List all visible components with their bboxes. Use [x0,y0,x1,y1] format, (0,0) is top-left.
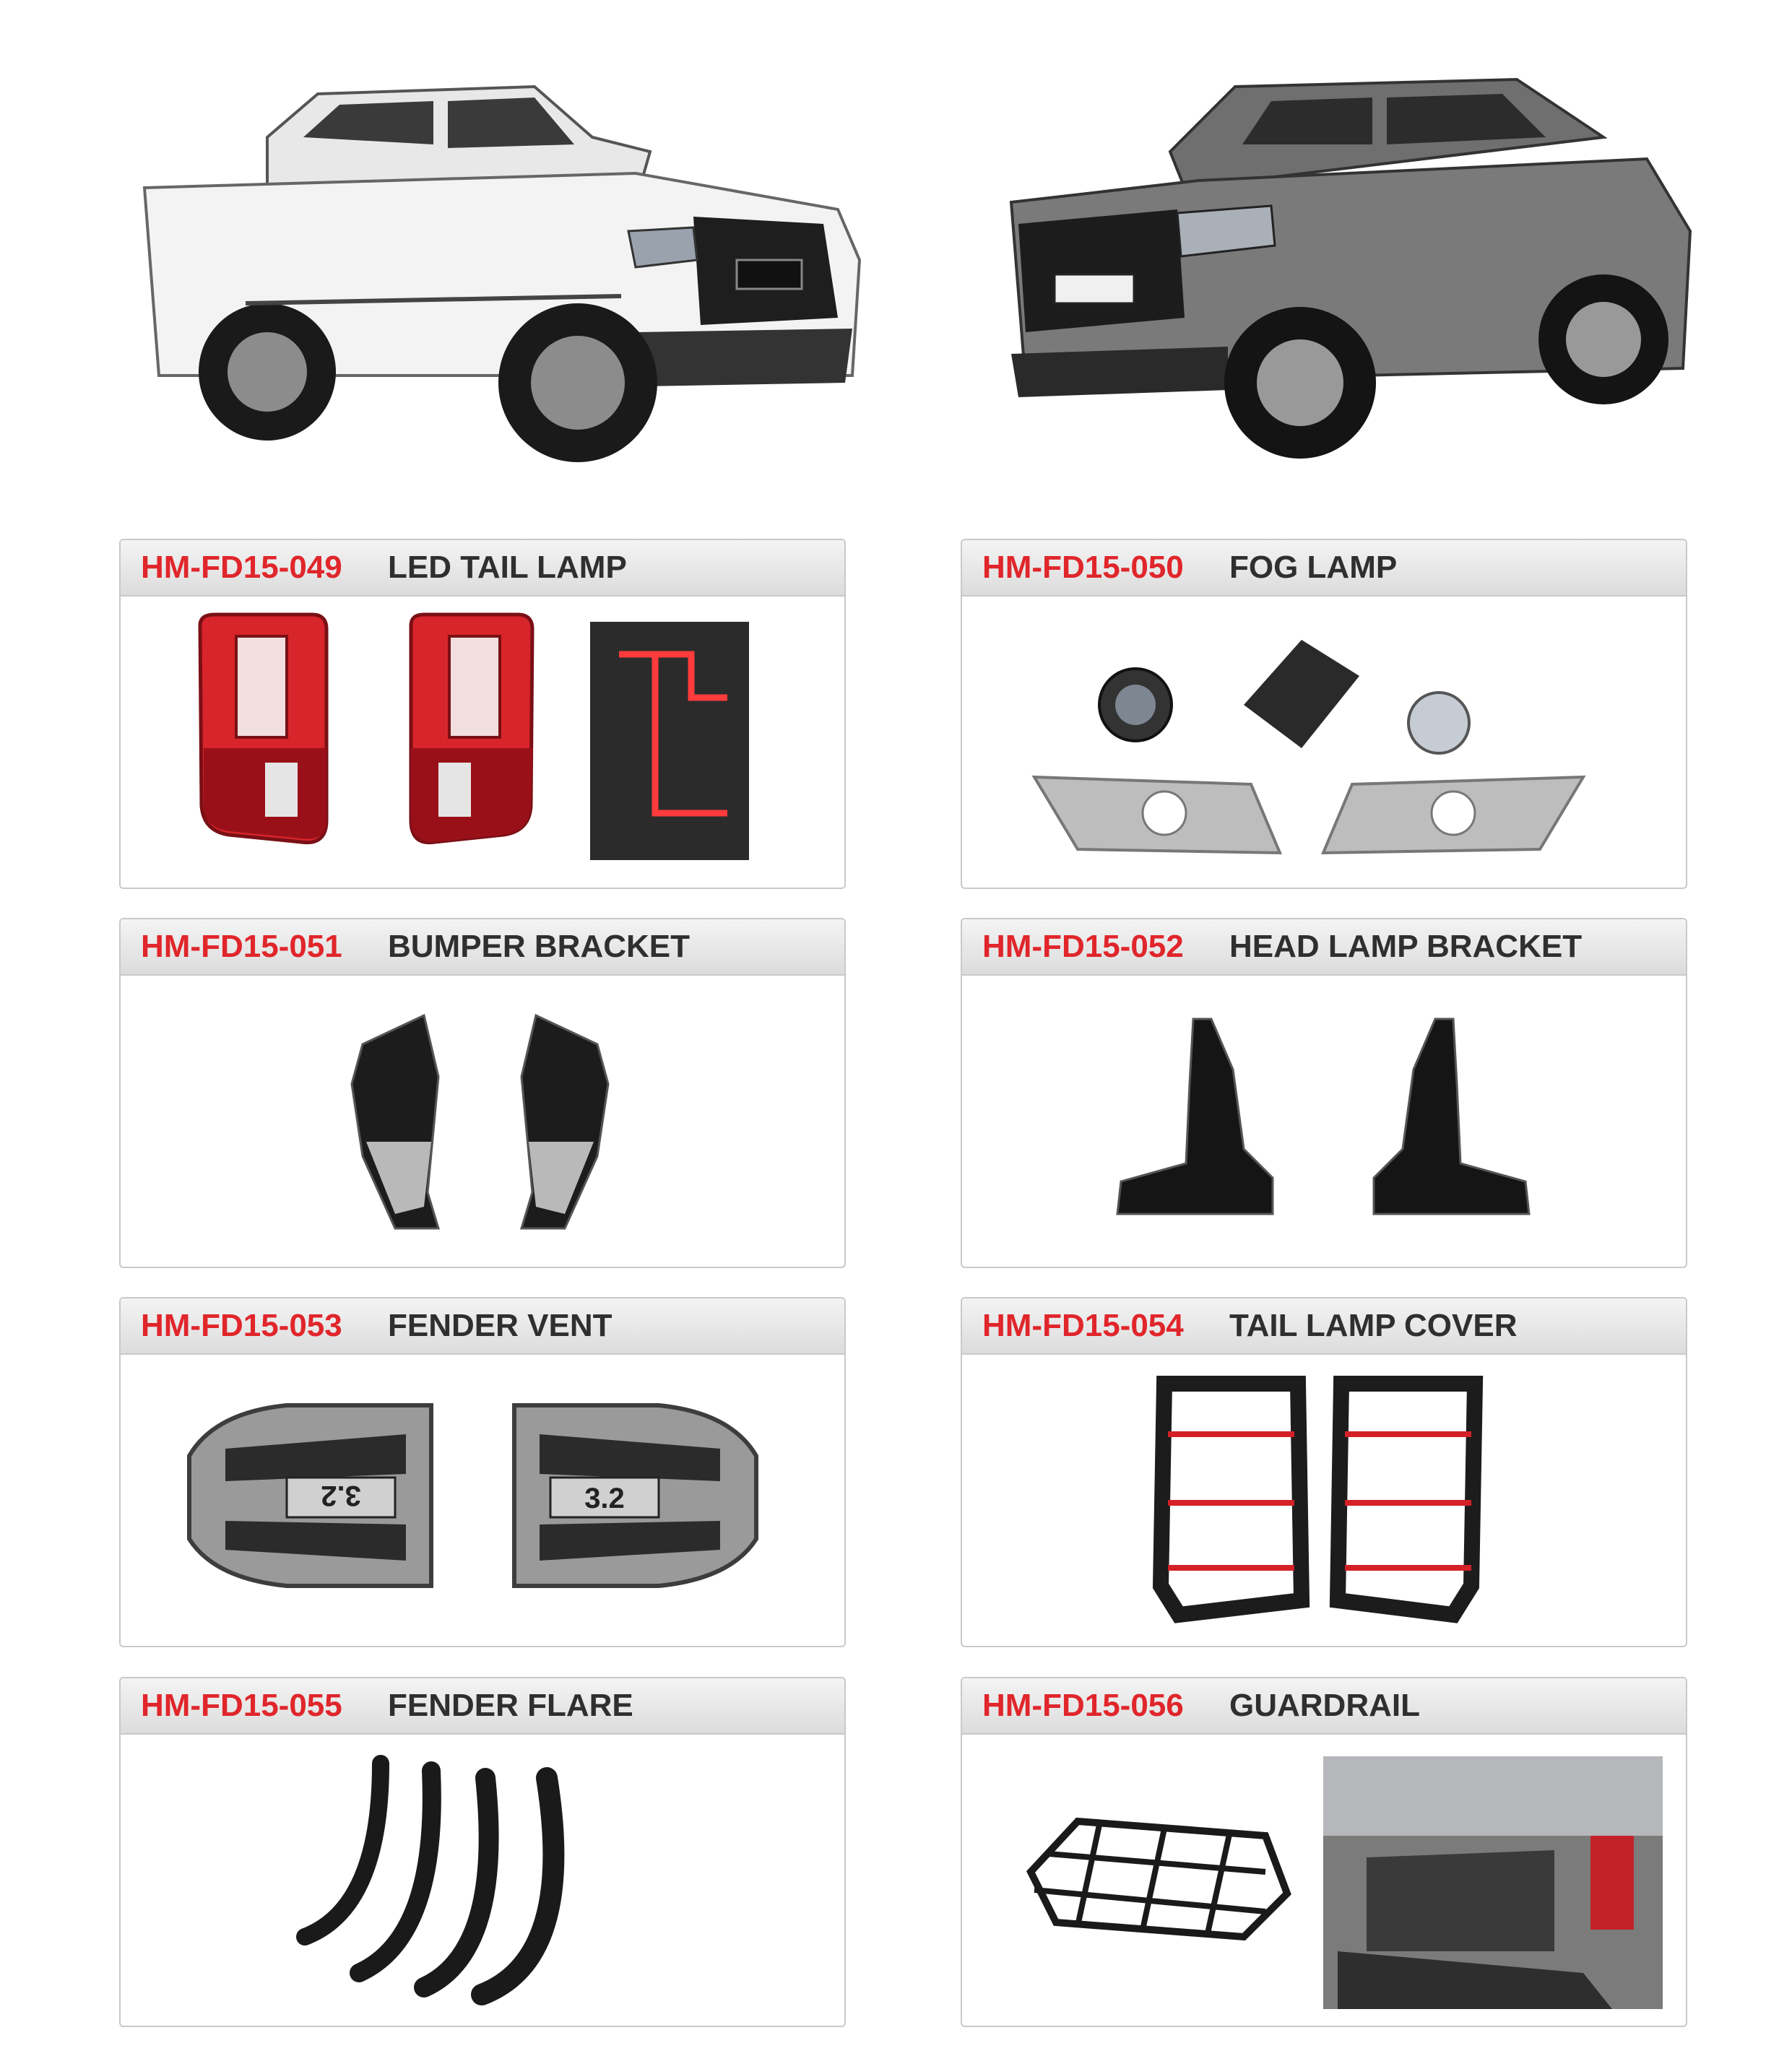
product-code: HM-FD15-051 [141,929,342,964]
product-name: FOG LAMP [1229,550,1398,585]
card-header [121,540,844,597]
card-header [962,1678,1686,1735]
product-card-bumper-bracket[interactable] [119,918,846,1268]
product-image-fender-flare [121,1735,844,2027]
product-card-led-tail-lamp[interactable] [119,539,846,889]
product-card-fender-flare[interactable] [119,1677,846,2027]
product-card-head-lamp-bracket[interactable] [961,918,1687,1268]
card-header [962,919,1686,976]
card-header [962,1298,1686,1355]
product-name: FENDER VENT [388,1308,613,1343]
card-header [121,1678,844,1735]
product-image-led-tail-lamp [121,597,844,889]
product-card-fender-vent[interactable] [119,1297,846,1647]
product-name: GUARDRAIL [1229,1688,1420,1723]
product-image-head-lamp-bracket [962,976,1686,1268]
vent-badge-left: 3.2 [321,1480,361,1511]
product-image-fender-vent [121,1355,844,1647]
product-code: HM-FD15-053 [141,1308,342,1343]
hero-truck-white [130,43,888,477]
product-name: LED TAIL LAMP [388,550,627,585]
product-image-fog-lamp [962,597,1686,889]
card-header [121,919,844,976]
product-image-tail-lamp-cover [962,1355,1686,1647]
product-card-fog-lamp[interactable] [961,539,1687,889]
product-image-bumper-bracket [121,976,844,1268]
product-name: HEAD LAMP BRACKET [1229,929,1583,964]
product-card-guardrail[interactable] [961,1677,1687,2027]
vent-badge-right: 3.2 [584,1483,625,1514]
product-code: HM-FD15-054 [982,1308,1184,1343]
card-header [121,1298,844,1355]
product-name: TAIL LAMP COVER [1229,1308,1518,1343]
product-code: HM-FD15-056 [982,1688,1184,1723]
product-name: FENDER FLARE [388,1688,633,1723]
product-code: HM-FD15-049 [141,550,342,585]
product-name: BUMPER BRACKET [388,929,690,964]
card-header [962,540,1686,597]
hero-truck-grey [997,43,1705,477]
product-code: HM-FD15-055 [141,1688,342,1723]
product-image-guardrail [962,1735,1686,2027]
product-code: HM-FD15-050 [982,550,1184,585]
product-card-tail-lamp-cover[interactable] [961,1297,1687,1647]
product-code: HM-FD15-052 [982,929,1184,964]
